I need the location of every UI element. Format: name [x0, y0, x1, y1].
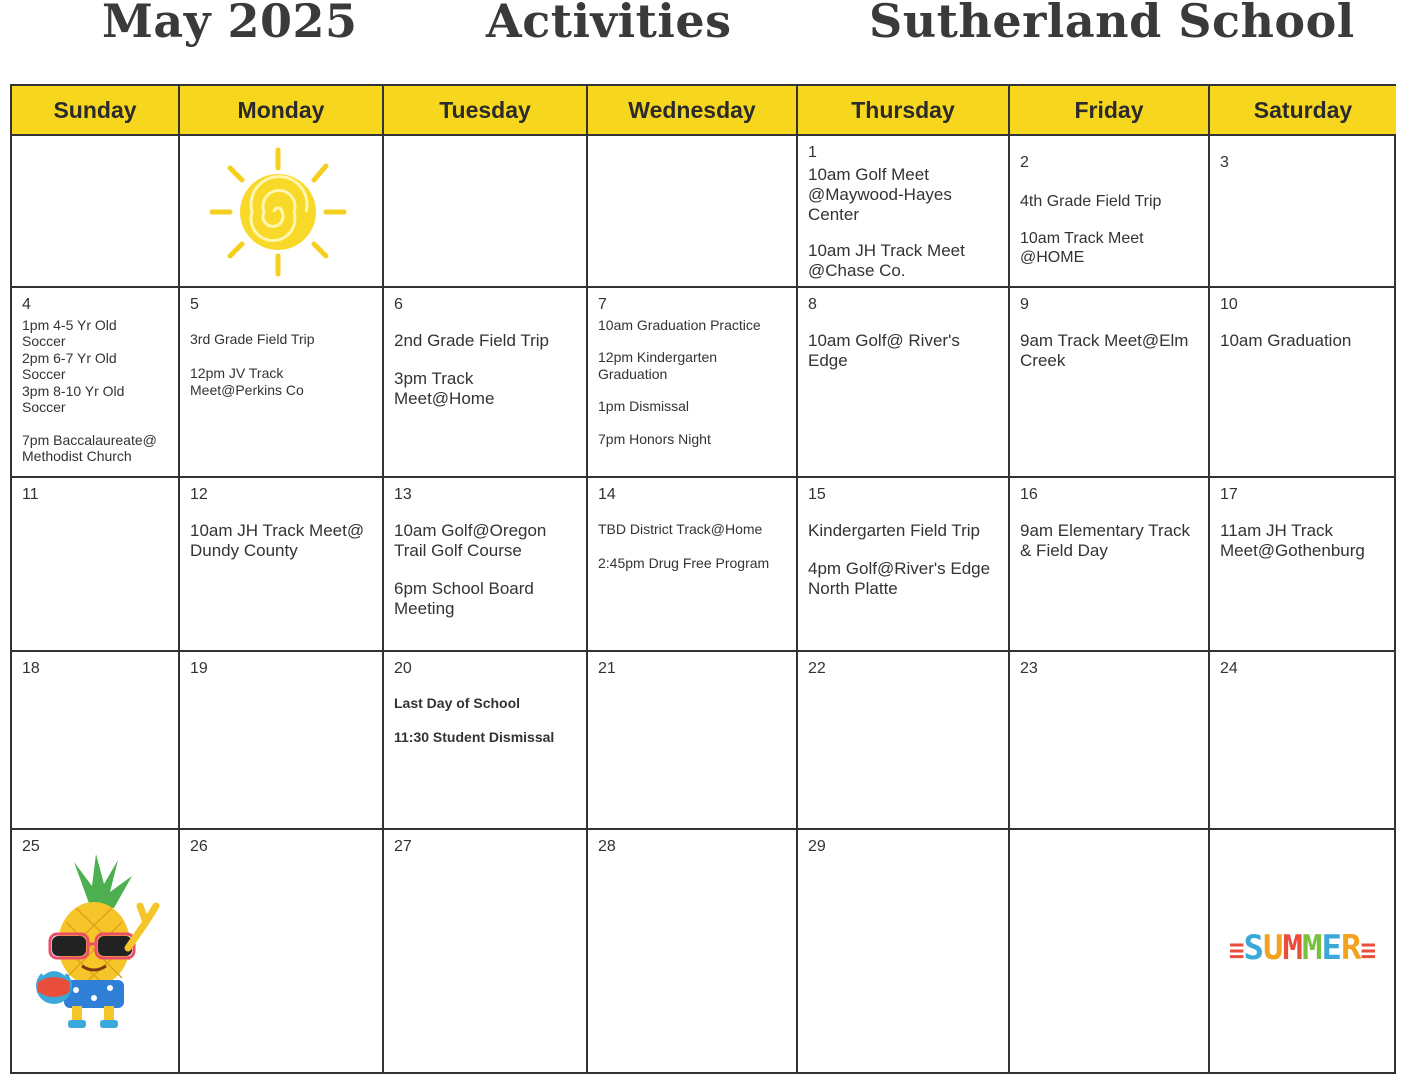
summer-letter: U [1263, 928, 1283, 968]
header-wednesday: Wednesday [588, 86, 798, 136]
day-cell [12, 830, 180, 1074]
event: 12pm Kindergarten Graduation [598, 349, 718, 382]
day-cell [798, 136, 1010, 288]
day-cell [1010, 478, 1210, 652]
event: 10am Graduation [1220, 330, 1352, 350]
day-cell [384, 652, 588, 830]
day-number: 18 [22, 660, 40, 677]
event: 2nd Grade Field Trip [394, 330, 549, 350]
summer-letter: E [1321, 928, 1341, 968]
day-number: 4 [22, 296, 31, 313]
day-cell [180, 288, 384, 478]
day-cell [588, 136, 798, 288]
day-cell [588, 478, 798, 652]
day-number: 5 [190, 296, 199, 313]
event: TBD District Track@Home [598, 520, 763, 537]
event: 11am JH Track Meet@Gothenburg [1220, 520, 1365, 560]
day-number: 22 [808, 660, 826, 677]
month-title: May 2025 [102, 0, 358, 48]
summer-word-art: ≡SUMMER≡ [1228, 928, 1376, 968]
day-cell [588, 652, 798, 830]
event: 10am Track Meet @HOME [1020, 229, 1144, 266]
day-number: 10 [1220, 296, 1238, 313]
day-number: 24 [1220, 660, 1238, 677]
summer-letter: M [1302, 928, 1322, 968]
event: 10am Graduation Practice [598, 316, 761, 333]
event: 1pm 4-5 Yr Old Soccer 2pm 6-7 Yr Old Soccer 3pm 8-10 Yr Old Soccer [22, 316, 125, 416]
day-number: 28 [598, 838, 616, 855]
day-cell [180, 478, 384, 652]
event: 9am Elementary Track & Field Day [1020, 520, 1191, 560]
event: 1pm Dismissal [598, 398, 690, 415]
day-cell [1010, 288, 1210, 478]
event: 2:45pm Drug Free Program [598, 555, 770, 572]
event: 10am Golf@ River's Edge [808, 330, 960, 370]
school-title: Sutherland School [869, 0, 1355, 48]
event: 12pm JV Track Meet@Perkins Co [190, 365, 304, 398]
day-cell [12, 652, 180, 830]
event: 10am JH Track Meet @Chase Co. [808, 241, 965, 281]
event: 9am Track Meet@Elm Creek [1020, 330, 1189, 370]
day-cell [798, 652, 1010, 830]
day-number: 12 [190, 486, 208, 503]
day-number: 13 [394, 486, 412, 503]
day-cell [798, 830, 1010, 1074]
day-cell [1210, 830, 1396, 1074]
day-cell [180, 136, 384, 288]
day-number: 27 [394, 838, 412, 855]
summer-letter: M [1282, 928, 1302, 968]
day-number: 29 [808, 838, 826, 855]
day-cell [1010, 652, 1210, 830]
event: 7pm Baccalaureate@ Methodist Church [22, 431, 157, 465]
day-number: 19 [190, 660, 208, 677]
summer-letter: S [1243, 928, 1264, 968]
day-number: 16 [1020, 486, 1038, 503]
header-saturday: Saturday [1210, 86, 1396, 136]
sun-icon [208, 144, 348, 280]
day-number: 20 [394, 660, 412, 677]
event: Last Day of School [394, 694, 521, 711]
event: 10am Golf@Oregon Trail Golf Course [394, 520, 547, 560]
day-number: 3 [1220, 154, 1229, 171]
event: 7pm Honors Night [598, 430, 711, 447]
activities-title: Activities [486, 0, 732, 48]
day-cell [588, 288, 798, 478]
day-number: 14 [598, 486, 616, 503]
day-number: 15 [808, 486, 826, 503]
day-cell [1210, 136, 1396, 288]
header-thursday: Thursday [798, 86, 1010, 136]
event: 3pm Track Meet@Home [394, 368, 495, 408]
event: 6pm School Board Meeting [394, 578, 534, 619]
calendar-grid [10, 84, 1396, 1074]
day-cell [1010, 830, 1210, 1074]
day-number: 17 [1220, 486, 1238, 503]
day-number: 6 [394, 296, 403, 313]
event: Kindergarten Field Trip [808, 520, 980, 540]
summer-letter: R [1340, 928, 1361, 968]
day-cell [180, 652, 384, 830]
day-number: 9 [1020, 296, 1029, 313]
day-number: 7 [598, 296, 607, 313]
day-number: 8 [808, 296, 817, 313]
day-number: 25 [22, 838, 40, 855]
event: 11:30 Student Dismissal [394, 729, 555, 746]
header-friday: Friday [1010, 86, 1210, 136]
day-cell [12, 478, 180, 652]
event: 4th Grade Field Trip [1020, 192, 1162, 210]
day-cell [1010, 136, 1210, 288]
event: 10am JH Track Meet@ Dundy County [190, 520, 365, 560]
day-cell [384, 288, 588, 478]
day-cell [798, 478, 1010, 652]
day-cell [588, 830, 798, 1074]
day-number: 11 [22, 486, 39, 503]
event: 10am Golf Meet @Maywood-Hayes Center [808, 164, 952, 224]
header-monday: Monday [180, 86, 384, 136]
day-cell [384, 830, 588, 1074]
header-tuesday: Tuesday [384, 86, 588, 136]
day-cell [180, 830, 384, 1074]
day-cell [1210, 288, 1396, 478]
day-cell [384, 136, 588, 288]
day-cell [12, 288, 180, 478]
day-number: 2 [1020, 154, 1029, 171]
event: 4pm Golf@River's Edge North Platte [808, 558, 991, 598]
header-sunday: Sunday [12, 86, 180, 136]
day-number: 1 [808, 144, 817, 161]
day-number: 21 [598, 660, 616, 677]
day-number: 23 [1020, 660, 1038, 677]
day-cell [12, 136, 180, 288]
day-number: 26 [190, 838, 208, 855]
day-cell [384, 478, 588, 652]
day-cell [1210, 478, 1396, 652]
day-cell [798, 288, 1010, 478]
day-cell [1210, 652, 1396, 830]
pineapple-mascot-icon [36, 852, 160, 1034]
event: 3rd Grade Field Trip [190, 330, 315, 347]
